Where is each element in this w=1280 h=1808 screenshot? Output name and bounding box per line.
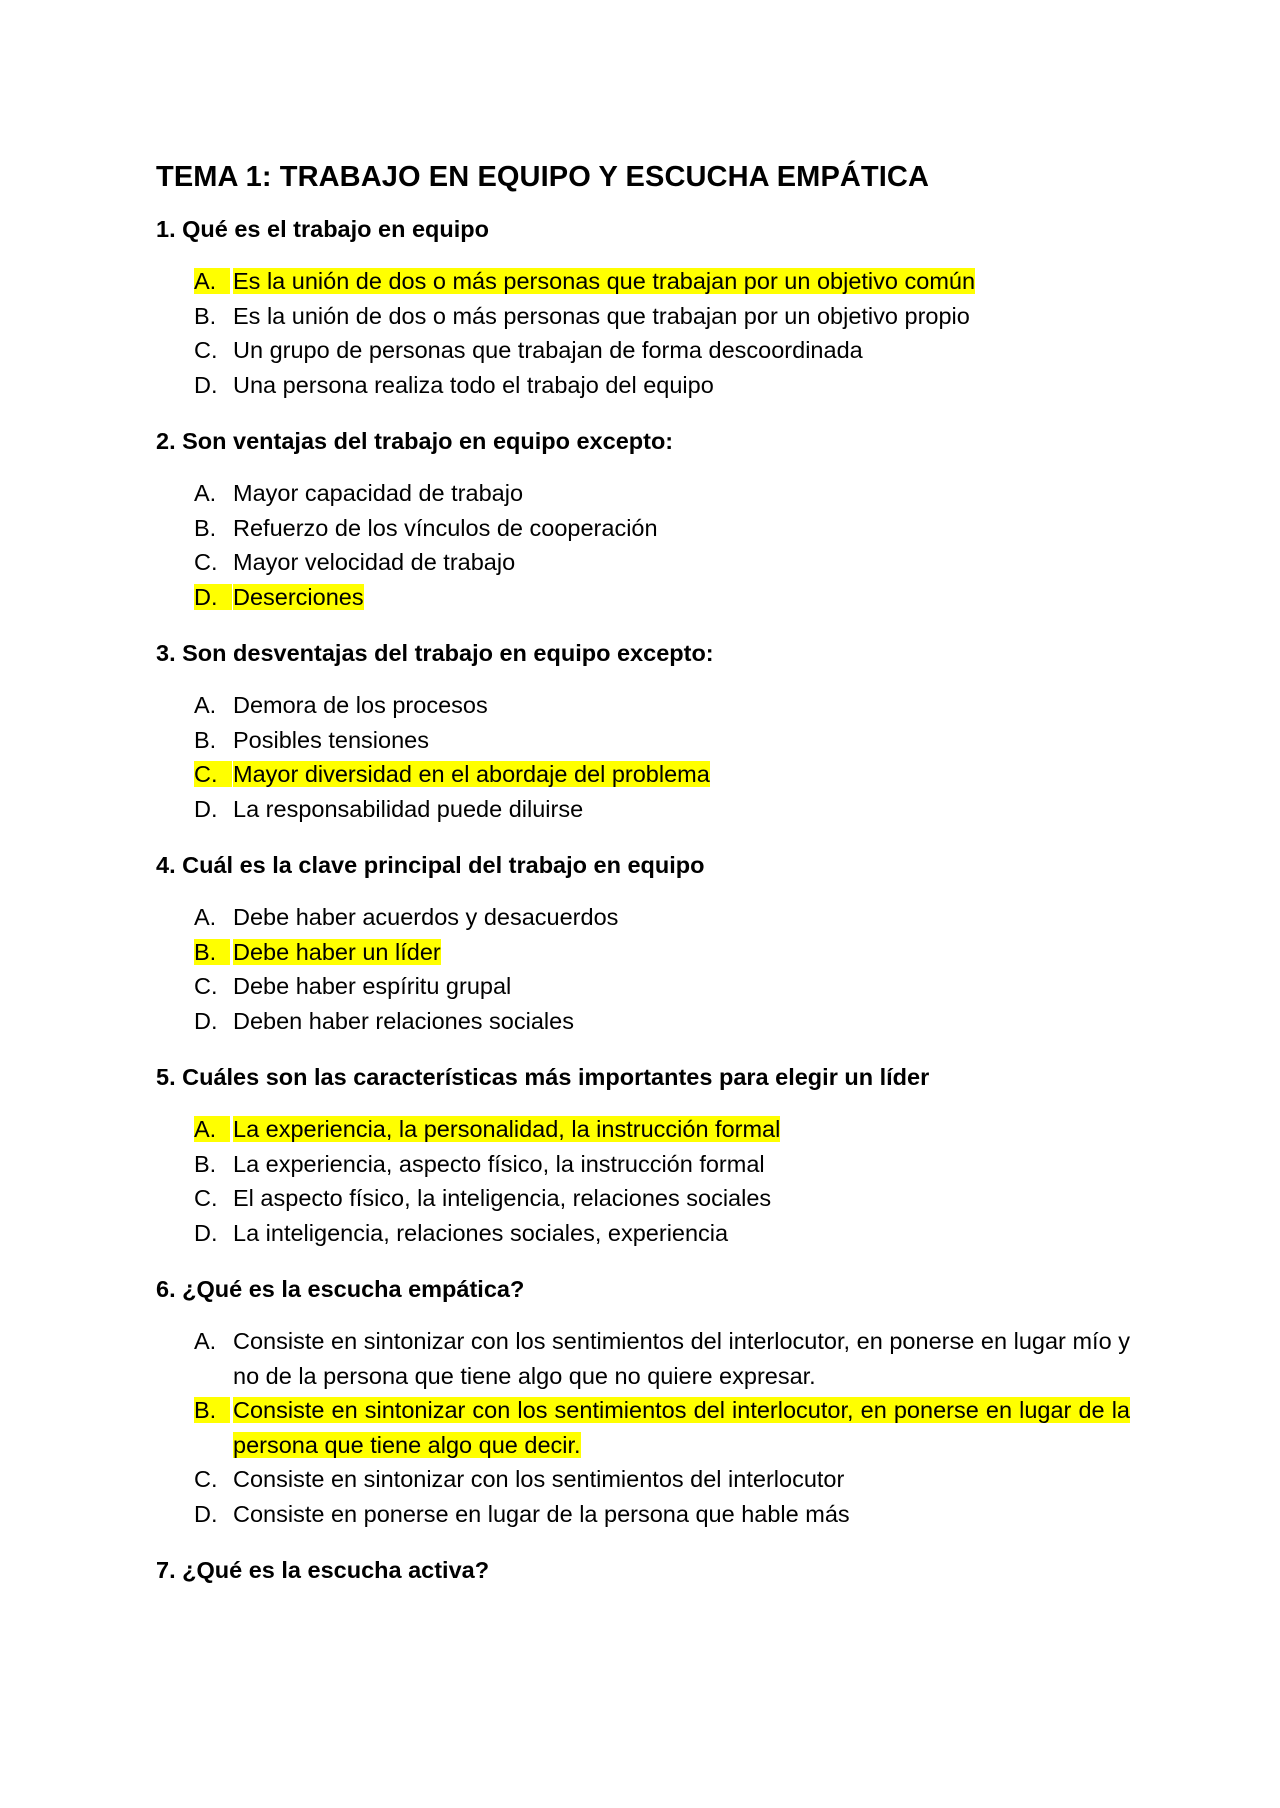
option-letter-text: A. [194, 692, 217, 718]
option-text-content: Posibles tensiones [233, 726, 429, 753]
option-text [233, 723, 1130, 758]
option-letter [194, 757, 233, 792]
option-list [156, 476, 1130, 614]
option-letter-text: A. [194, 1328, 217, 1354]
question-title: 5. Cuáles son las características más importantes para elegir un líder [156, 1064, 930, 1090]
option-letter-text: A. [194, 480, 217, 506]
option-c [194, 969, 1130, 1004]
option-text-content: Mayor velocidad de trabajo [233, 549, 516, 575]
option-text [233, 900, 1130, 935]
question-title: 3. Son desventajas del trabajo en equipo excepto: [156, 640, 714, 666]
question-2 [156, 424, 1130, 614]
option-letter [194, 1147, 233, 1182]
question-4 [156, 848, 1130, 1038]
option-text-content: Debe haber acuerdos y desacuerdos [233, 904, 619, 930]
option-letter [194, 580, 233, 615]
option-letter-text: A. [194, 268, 230, 294]
option-list [156, 900, 1130, 1038]
option-letter-text: A. [194, 1116, 230, 1142]
option-letter-text: D. [194, 1007, 218, 1034]
option-c [194, 757, 1130, 792]
option-b [194, 511, 1130, 546]
option-c [194, 1181, 1130, 1216]
question-6 [156, 1272, 1130, 1531]
option-text-content: Deben haber relaciones sociales [233, 1007, 574, 1034]
question-3 [156, 636, 1130, 826]
option-text [233, 580, 1130, 615]
option-list [156, 688, 1130, 826]
option-letter [194, 1181, 233, 1216]
option-letter [194, 1112, 233, 1147]
question-title: 1. Qué es el trabajo en equipo [156, 216, 490, 242]
option-letter [194, 1004, 233, 1039]
option-letter [194, 792, 233, 827]
option-letter-text: B. [194, 1150, 217, 1177]
option-letter-text: B. [194, 1397, 230, 1423]
option-letter [194, 1216, 233, 1251]
document-title: TEMA 1: TRABAJO EN EQUIPO Y ESCUCHA EMPÁTICA [156, 161, 929, 193]
option-letter-text: D. [194, 1500, 218, 1527]
option-text-content: Consiste en sintonizar con los sentimientos del interlocutor, en ponerse en lugar mío y no de la persona que tiene algo que no quiere expresar. [233, 1328, 1130, 1389]
option-text-content: Debe haber un líder [233, 938, 441, 965]
option-letter [194, 545, 233, 580]
option-d [194, 580, 1130, 615]
option-letter [194, 688, 233, 723]
option-text [233, 792, 1130, 827]
option-text-content: Un grupo de personas que trabajan de forma descoordinada [233, 337, 863, 363]
option-b [194, 723, 1130, 758]
option-text [233, 688, 1130, 723]
option-text [233, 511, 1130, 546]
option-c [194, 333, 1130, 368]
option-d [194, 1216, 1130, 1251]
option-text [233, 1497, 1130, 1532]
option-text [233, 1324, 1130, 1393]
option-c [194, 545, 1130, 580]
option-text [233, 1181, 1130, 1216]
option-a [194, 264, 1130, 299]
option-text-content: Consiste en sintonizar con los sentimientos del interlocutor [233, 1466, 845, 1492]
option-letter-text: B. [194, 939, 230, 965]
option-list [156, 1324, 1130, 1531]
option-text-content: Deserciones [233, 583, 364, 610]
option-letter-text: C. [194, 337, 218, 363]
option-text-content: La responsabilidad puede diluirse [233, 795, 584, 822]
option-text [233, 969, 1130, 1004]
option-a [194, 476, 1130, 511]
option-letter-text: A. [194, 904, 217, 930]
option-text [233, 757, 1130, 792]
option-text-content: Es la unión de dos o más personas que trabajan por un objetivo propio [233, 302, 970, 329]
option-text-content: Es la unión de dos o más personas que trabajan por un objetivo común [233, 268, 976, 294]
option-letter [194, 723, 233, 758]
option-text [233, 333, 1130, 368]
option-letter-text: B. [194, 726, 217, 753]
option-letter [194, 476, 233, 511]
option-text [233, 1393, 1130, 1462]
option-letter [194, 333, 233, 368]
option-list [156, 264, 1130, 402]
option-letter-text: B. [194, 514, 217, 541]
option-text-content: Una persona realiza todo el trabajo del equipo [233, 371, 714, 398]
option-b [194, 935, 1130, 970]
option-letter-text: D. [194, 584, 232, 610]
option-text [233, 264, 1130, 299]
option-letter-text: D. [194, 1219, 218, 1246]
option-text-content: Consiste en sintonizar con los sentimientos del interlocutor, en ponerse en lugar de la persona que tiene algo que decir. [233, 1397, 1130, 1458]
option-b [194, 1147, 1130, 1182]
option-letter [194, 1393, 233, 1428]
option-text [233, 1112, 1130, 1147]
question-title: 6. ¿Qué es la escucha empática? [156, 1276, 525, 1302]
option-text-content: Mayor diversidad en el abordaje del problema [233, 761, 710, 787]
option-letter [194, 299, 233, 334]
option-text-content: Mayor capacidad de trabajo [233, 480, 524, 506]
option-text-content: La inteligencia, relaciones sociales, experiencia [233, 1219, 729, 1246]
option-a [194, 1112, 1130, 1147]
option-text-content: Refuerzo de los vínculos de cooperación [233, 514, 658, 541]
option-letter [194, 1497, 233, 1532]
question-title: 2. Son ventajas del trabajo en equipo excepto: [156, 428, 674, 454]
option-text [233, 1004, 1130, 1039]
option-d [194, 1004, 1130, 1039]
option-a [194, 900, 1130, 935]
option-text-content: El aspecto físico, la inteligencia, relaciones sociales [233, 1185, 772, 1211]
question-7 [156, 1553, 1130, 1587]
option-text-content: La experiencia, aspecto físico, la instrucción formal [233, 1150, 765, 1177]
option-letter-text: C. [194, 761, 232, 787]
option-letter-text: C. [194, 549, 218, 575]
question-1 [156, 212, 1130, 402]
option-text-content: Consiste en ponerse en lugar de la persona que hable más [233, 1500, 850, 1527]
option-letter-text: C. [194, 1466, 218, 1492]
option-a [194, 1324, 1130, 1393]
question-5 [156, 1060, 1130, 1250]
option-text [233, 935, 1130, 970]
option-text [233, 1462, 1130, 1497]
option-text-content: Demora de los procesos [233, 692, 488, 718]
option-text [233, 299, 1130, 334]
option-letter [194, 1324, 233, 1359]
option-letter [194, 900, 233, 935]
option-d [194, 792, 1130, 827]
option-text [233, 476, 1130, 511]
question-title: 7. ¿Qué es la escucha activa? [156, 1557, 490, 1583]
option-letter [194, 511, 233, 546]
option-text-content: La experiencia, la personalidad, la instrucción formal [233, 1116, 781, 1142]
option-d [194, 1497, 1130, 1532]
option-letter-text: C. [194, 973, 218, 999]
option-b [194, 299, 1130, 334]
option-letter [194, 264, 233, 299]
option-list [156, 1112, 1130, 1250]
option-letter [194, 368, 233, 403]
option-c [194, 1462, 1130, 1497]
option-letter-text: B. [194, 302, 217, 329]
option-text [233, 368, 1130, 403]
question-list [156, 212, 1130, 1587]
option-letter-text: D. [194, 371, 218, 398]
option-letter [194, 969, 233, 1004]
option-letter-text: D. [194, 795, 218, 822]
option-b [194, 1393, 1130, 1462]
option-text [233, 1147, 1130, 1182]
option-letter-text: C. [194, 1185, 218, 1211]
question-title: 4. Cuál es la clave principal del trabajo en equipo [156, 852, 705, 878]
option-letter [194, 935, 233, 970]
option-text [233, 545, 1130, 580]
option-letter [194, 1462, 233, 1497]
option-text [233, 1216, 1130, 1251]
option-d [194, 368, 1130, 403]
document-page [156, 150, 1130, 1605]
option-text-content: Debe haber espíritu grupal [233, 973, 512, 999]
option-a [194, 688, 1130, 723]
